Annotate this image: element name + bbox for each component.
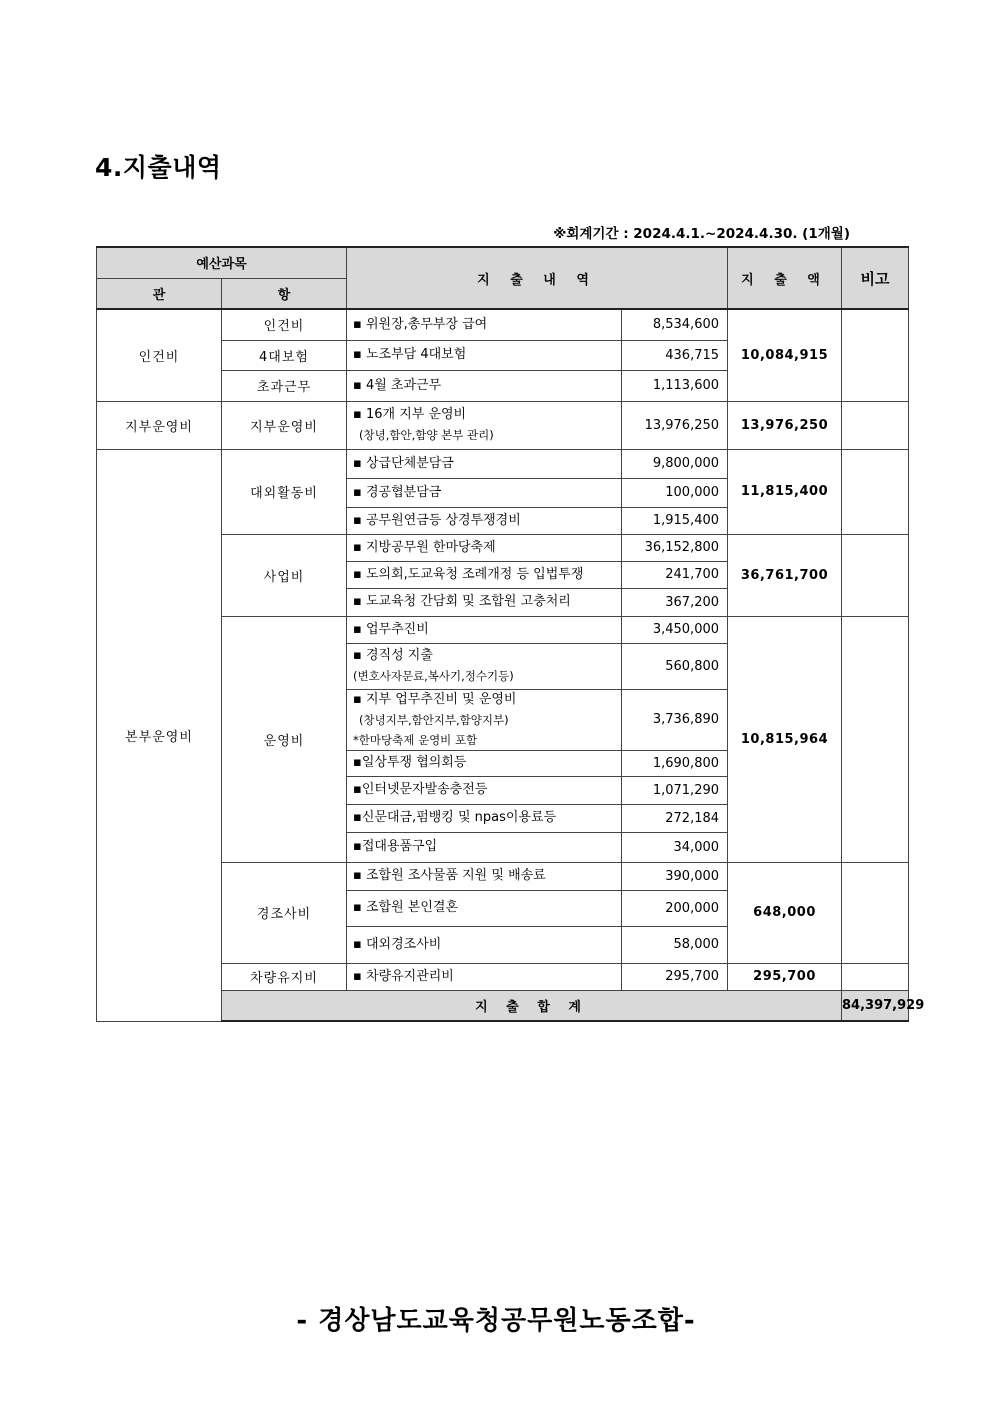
subtotal-amount: 10,084,915 [728,309,842,401]
note-cell [842,862,909,963]
item-description: ▪ 노조부담 4대보험 [347,340,622,370]
item-amount: 1,113,600 [622,370,728,401]
gwan-hq: 본부운영비 [97,449,222,1021]
hang-label: 차량유지비 [222,963,347,990]
item-description [347,689,622,750]
item-description: ▪ 조합원 조사물품 지원 및 배송료 [347,862,622,890]
subtotal-amount: 36,761,700 [728,534,842,616]
header-budget-subject: 예산과목 [97,247,347,278]
item-amount: 1,690,800 [622,750,728,776]
hang-label: 대외활동비 [222,449,347,534]
subtotal-amount: 10,815,964 [728,616,842,862]
item-amount: 34,000 [622,832,728,862]
item-amount: 100,000 [622,478,728,507]
accounting-period: ※회계기간 : 2024.4.1.~2024.4.30. (1개월) [553,226,850,242]
header-note: 비고 [842,247,909,309]
item-description: ▪ 공무원연금등 상경투쟁경비 [347,507,622,534]
item-description: ▪ 도의회,도교육청 조례개정 등 입법투쟁 [347,561,622,588]
item-line: ▪ 경직성 지출 [353,648,433,663]
note-cell [842,534,909,616]
subtotal-amount: 13,976,250 [728,401,842,449]
gwan-personnel: 인건비 [97,309,222,401]
item-description: ▪ 경공협분담금 [347,478,622,507]
item-description: ▪ 지방공무원 한마당축제 [347,534,622,561]
item-description: ▪ 대외경조사비 [347,926,622,963]
item-amount: 3,736,890 [622,689,728,750]
item-description: ▪ 도교육청 간담회 및 조합원 고충처리 [347,588,622,616]
table-row [97,401,909,449]
item-amount: 200,000 [622,890,728,926]
item-description: ▪신문대금,펌뱅킹 및 npas이용료등 [347,804,622,832]
note-cell [842,309,909,401]
item-subline: (변호사자문료,복사기,정수기등) [353,669,514,683]
item-amount: 3,450,000 [622,616,728,643]
item-amount: 241,700 [622,561,728,588]
item-description: ▪인터넷문자발송충전등 [347,776,622,804]
union-name-footer: - 경상남도교육청공무원노동조합- [296,1306,696,1336]
item-description: ▪ 위원장,총무부장 급여 [347,309,622,340]
item-amount: 295,700 [622,963,728,990]
item-amount: 390,000 [622,862,728,890]
item-description: ▪ 4월 초과근무 [347,370,622,401]
note-cell [842,963,909,990]
item-amount: 436,715 [622,340,728,370]
hang-label: 경조사비 [222,862,347,963]
item-amount: 1,915,400 [622,507,728,534]
item-subline: *한마당축제 운영비 포함 [353,732,478,747]
hang-label: 4대보험 [222,340,347,370]
item-description [347,643,622,689]
header-hang: 항 [222,278,347,309]
expenditure-table [96,246,925,1022]
subtotal-amount: 11,815,400 [728,449,842,534]
table-row [97,449,909,478]
table-row [97,309,909,340]
note-cell [842,449,909,534]
item-subline: (창녕,함안,함양 본부 관리) [359,428,494,442]
item-description: ▪접대용품구입 [347,832,622,862]
hang-label: 사업비 [222,534,347,616]
page-title: 4.지출내역 [95,153,222,182]
item-description [347,401,622,449]
gwan-branch: 지부운영비 [97,401,222,449]
item-amount: 1,071,290 [622,776,728,804]
hang-label: 지부운영비 [222,401,347,449]
header-gwan: 관 [97,278,222,309]
hang-label: 인건비 [222,309,347,340]
header-details: 지 출 내 역 [347,247,728,309]
item-amount: 560,800 [622,643,728,689]
item-amount: 58,000 [622,926,728,963]
subtotal-amount: 295,700 [728,963,842,990]
item-description: ▪ 상급단체분담금 [347,449,622,478]
subtotal-amount: 648,000 [728,862,842,963]
total-label: 지 출 합 계 [222,990,842,1021]
item-amount: 9,800,000 [622,449,728,478]
item-amount: 13,976,250 [622,401,728,449]
item-amount: 367,200 [622,588,728,616]
note-cell [842,616,909,862]
hang-label: 운영비 [222,616,347,862]
total-amount: 84,397,929 [842,990,909,1021]
item-subline: (창녕지부,함안지부,함양지부) [359,712,509,727]
item-description: ▪ 업무추진비 [347,616,622,643]
item-description: ▪ 차량유지관리비 [347,963,622,990]
item-line: ▪ 지부 업무추진비 및 운영비 [353,691,517,707]
item-amount: 36,152,800 [622,534,728,561]
item-amount: 272,184 [622,804,728,832]
note-cell [842,401,909,449]
item-description: ▪일상투쟁 협의회등 [347,750,622,776]
item-amount: 8,534,600 [622,309,728,340]
header-amount: 지 출 액 [728,247,842,309]
header-row [97,247,909,278]
item-description: ▪ 조합원 본인결혼 [347,890,622,926]
item-line: ▪ 16개 지부 운영비 [353,407,467,422]
hang-label: 초과근무 [222,370,347,401]
